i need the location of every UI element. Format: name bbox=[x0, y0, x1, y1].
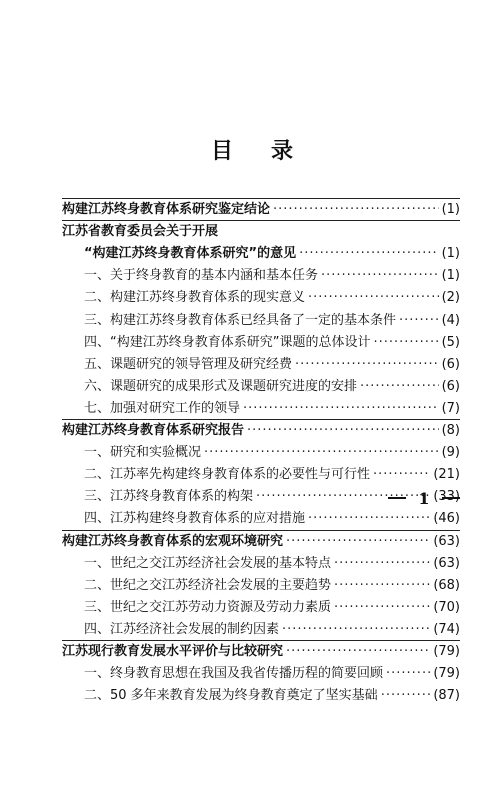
toc-entry-title: 构建江苏终身教育体系研究鉴定结论 bbox=[62, 202, 271, 217]
toc-entry-page: (8) bbox=[441, 423, 460, 438]
toc-entry-title: 二、世纪之交江苏经济社会发展的主要趋势 bbox=[84, 577, 332, 593]
dot-leader bbox=[399, 310, 439, 332]
toc-entry bbox=[84, 310, 460, 332]
toc-entry-title: 江苏现行教育发展水平评价与比较研究 bbox=[62, 644, 284, 659]
toc-entry-page: (21) bbox=[433, 467, 460, 483]
toc-entry-page: (87) bbox=[433, 688, 460, 704]
toc-entry-page: (79) bbox=[433, 644, 460, 659]
dot-leader bbox=[247, 420, 439, 442]
toc-entry-title: 一、关于终身教育的基本内涵和基本任务 bbox=[84, 268, 319, 284]
toc-entry bbox=[84, 442, 460, 464]
toc-entry bbox=[84, 376, 460, 398]
dot-leader bbox=[204, 442, 439, 464]
toc-entry bbox=[84, 597, 460, 619]
page-title bbox=[0, 134, 504, 165]
toc-entry-title: 江苏省教育委员会关于开展 bbox=[62, 224, 219, 240]
dot-leader bbox=[334, 553, 430, 575]
dot-leader bbox=[308, 508, 430, 530]
dot-leader bbox=[386, 663, 430, 685]
toc-entry-page: (68) bbox=[433, 577, 460, 593]
toc-entry-title: 一、研究和实验概况 bbox=[84, 445, 202, 461]
toc-entry-page: (4) bbox=[441, 312, 460, 328]
toc-entry-title: 五、课题研究的领导管理及研究经费 bbox=[84, 356, 293, 372]
toc-section-heading bbox=[62, 199, 460, 221]
dot-leader bbox=[373, 332, 438, 354]
toc-entry-page: (70) bbox=[433, 599, 460, 615]
toc-entry-page: (79) bbox=[433, 666, 460, 682]
toc-entry-page: (1) bbox=[441, 202, 460, 217]
section-rule bbox=[62, 220, 460, 221]
toc-entry bbox=[84, 685, 460, 707]
dot-leader bbox=[321, 265, 439, 287]
toc-entry-title: 三、世纪之交江苏劳动力资源及劳动力素质 bbox=[84, 599, 332, 615]
toc-entry-title: 六、课题研究的成果形式及课题研究进度的安排 bbox=[84, 378, 358, 394]
toc-entry-page: (1) bbox=[441, 268, 460, 284]
dot-leader bbox=[286, 641, 430, 663]
toc-entry-page: (1) bbox=[441, 246, 460, 262]
page-number bbox=[388, 487, 460, 509]
toc-entry-title: 构建江苏终身教育体系研究报告 bbox=[62, 423, 245, 438]
toc-entry bbox=[84, 663, 460, 685]
toc-section-heading bbox=[62, 531, 460, 553]
toc-entry-page: (6) bbox=[441, 356, 460, 372]
toc-entry-title: 七、加强对研究工作的领导 bbox=[84, 400, 241, 416]
toc-entry-title: 四、江苏经济社会发展的制约因素 bbox=[84, 621, 280, 637]
page-title-char-1: 目 bbox=[210, 139, 233, 164]
dot-leader bbox=[243, 398, 439, 420]
dot-leader bbox=[381, 685, 431, 707]
section-rule bbox=[62, 419, 460, 420]
toc-entry-title: 一、终身教育思想在我国及我省传播历程的简要回顾 bbox=[84, 666, 384, 682]
folio-dash-right bbox=[442, 497, 460, 499]
toc-entry-page: (6) bbox=[441, 378, 460, 394]
toc-section-heading bbox=[62, 641, 460, 663]
dot-leader bbox=[286, 531, 430, 553]
toc-entry bbox=[84, 464, 460, 486]
toc-section-heading bbox=[62, 221, 460, 243]
dot-leader bbox=[334, 575, 430, 597]
toc-entry bbox=[84, 619, 460, 641]
dot-leader bbox=[308, 287, 439, 309]
toc-section-heading bbox=[62, 420, 460, 442]
toc-entry bbox=[84, 354, 460, 376]
toc-entry bbox=[84, 508, 460, 530]
page-number-text: 1 bbox=[418, 488, 430, 508]
dot-leader bbox=[360, 376, 439, 398]
toc-entry bbox=[84, 243, 460, 265]
toc-entry-page: (46) bbox=[433, 511, 460, 527]
toc-entry bbox=[84, 287, 460, 309]
dot-leader bbox=[299, 243, 438, 265]
toc-entry-page: (9) bbox=[441, 445, 460, 461]
toc-entry-title: 三、江苏终身教育体系的构架 bbox=[84, 489, 254, 505]
page-title-char-2: 录 bbox=[271, 139, 294, 164]
toc-entry-page: (33) bbox=[433, 489, 460, 505]
toc-entry-title: 一、世纪之交江苏经济社会发展的基本特点 bbox=[84, 555, 332, 571]
toc-entry-page: (74) bbox=[433, 621, 460, 637]
dot-leader bbox=[273, 199, 439, 221]
toc-entry bbox=[84, 398, 460, 420]
toc-entry-title: 二、50 多年来教育发展为终身教育奠定了坚实基础 bbox=[84, 688, 378, 704]
toc-entry-page: (63) bbox=[433, 555, 460, 571]
toc-entry bbox=[84, 575, 460, 597]
toc-entry bbox=[84, 332, 460, 354]
folio-dash-left bbox=[388, 497, 406, 499]
dot-leader bbox=[282, 619, 430, 641]
toc-entry bbox=[84, 265, 460, 287]
dot-leader bbox=[295, 354, 439, 376]
toc-entry-page: (5) bbox=[441, 334, 460, 350]
toc-entry-title: 四、江苏构建终身教育体系的应对措施 bbox=[84, 511, 306, 527]
toc-entry-page: (7) bbox=[441, 400, 460, 416]
toc-entry bbox=[84, 553, 460, 575]
dot-leader bbox=[373, 464, 430, 486]
toc-entry-title: 二、江苏率先构建终身教育体系的必要性与可行性 bbox=[84, 467, 371, 483]
section-rule bbox=[62, 530, 460, 531]
toc-entry-title: 三、构建江苏终身教育体系已经具备了一定的基本条件 bbox=[84, 312, 397, 328]
section-rule bbox=[62, 640, 460, 641]
dot-leader bbox=[334, 597, 430, 619]
toc-entry-title: 二、构建江苏终身教育体系的现实意义 bbox=[84, 290, 306, 306]
toc-entry-title: 四、“构建江苏终身教育体系研究”课题的总体设计 bbox=[84, 334, 371, 350]
section-rule bbox=[62, 198, 460, 199]
toc-entry-title: “构建江苏终身教育体系研究”的意见 bbox=[84, 246, 297, 262]
toc-entry-title: 构建江苏终身教育体系的宏观环境研究 bbox=[62, 533, 284, 549]
toc-entry-page: (2) bbox=[441, 290, 460, 306]
toc-entry-page: (63) bbox=[433, 533, 460, 549]
